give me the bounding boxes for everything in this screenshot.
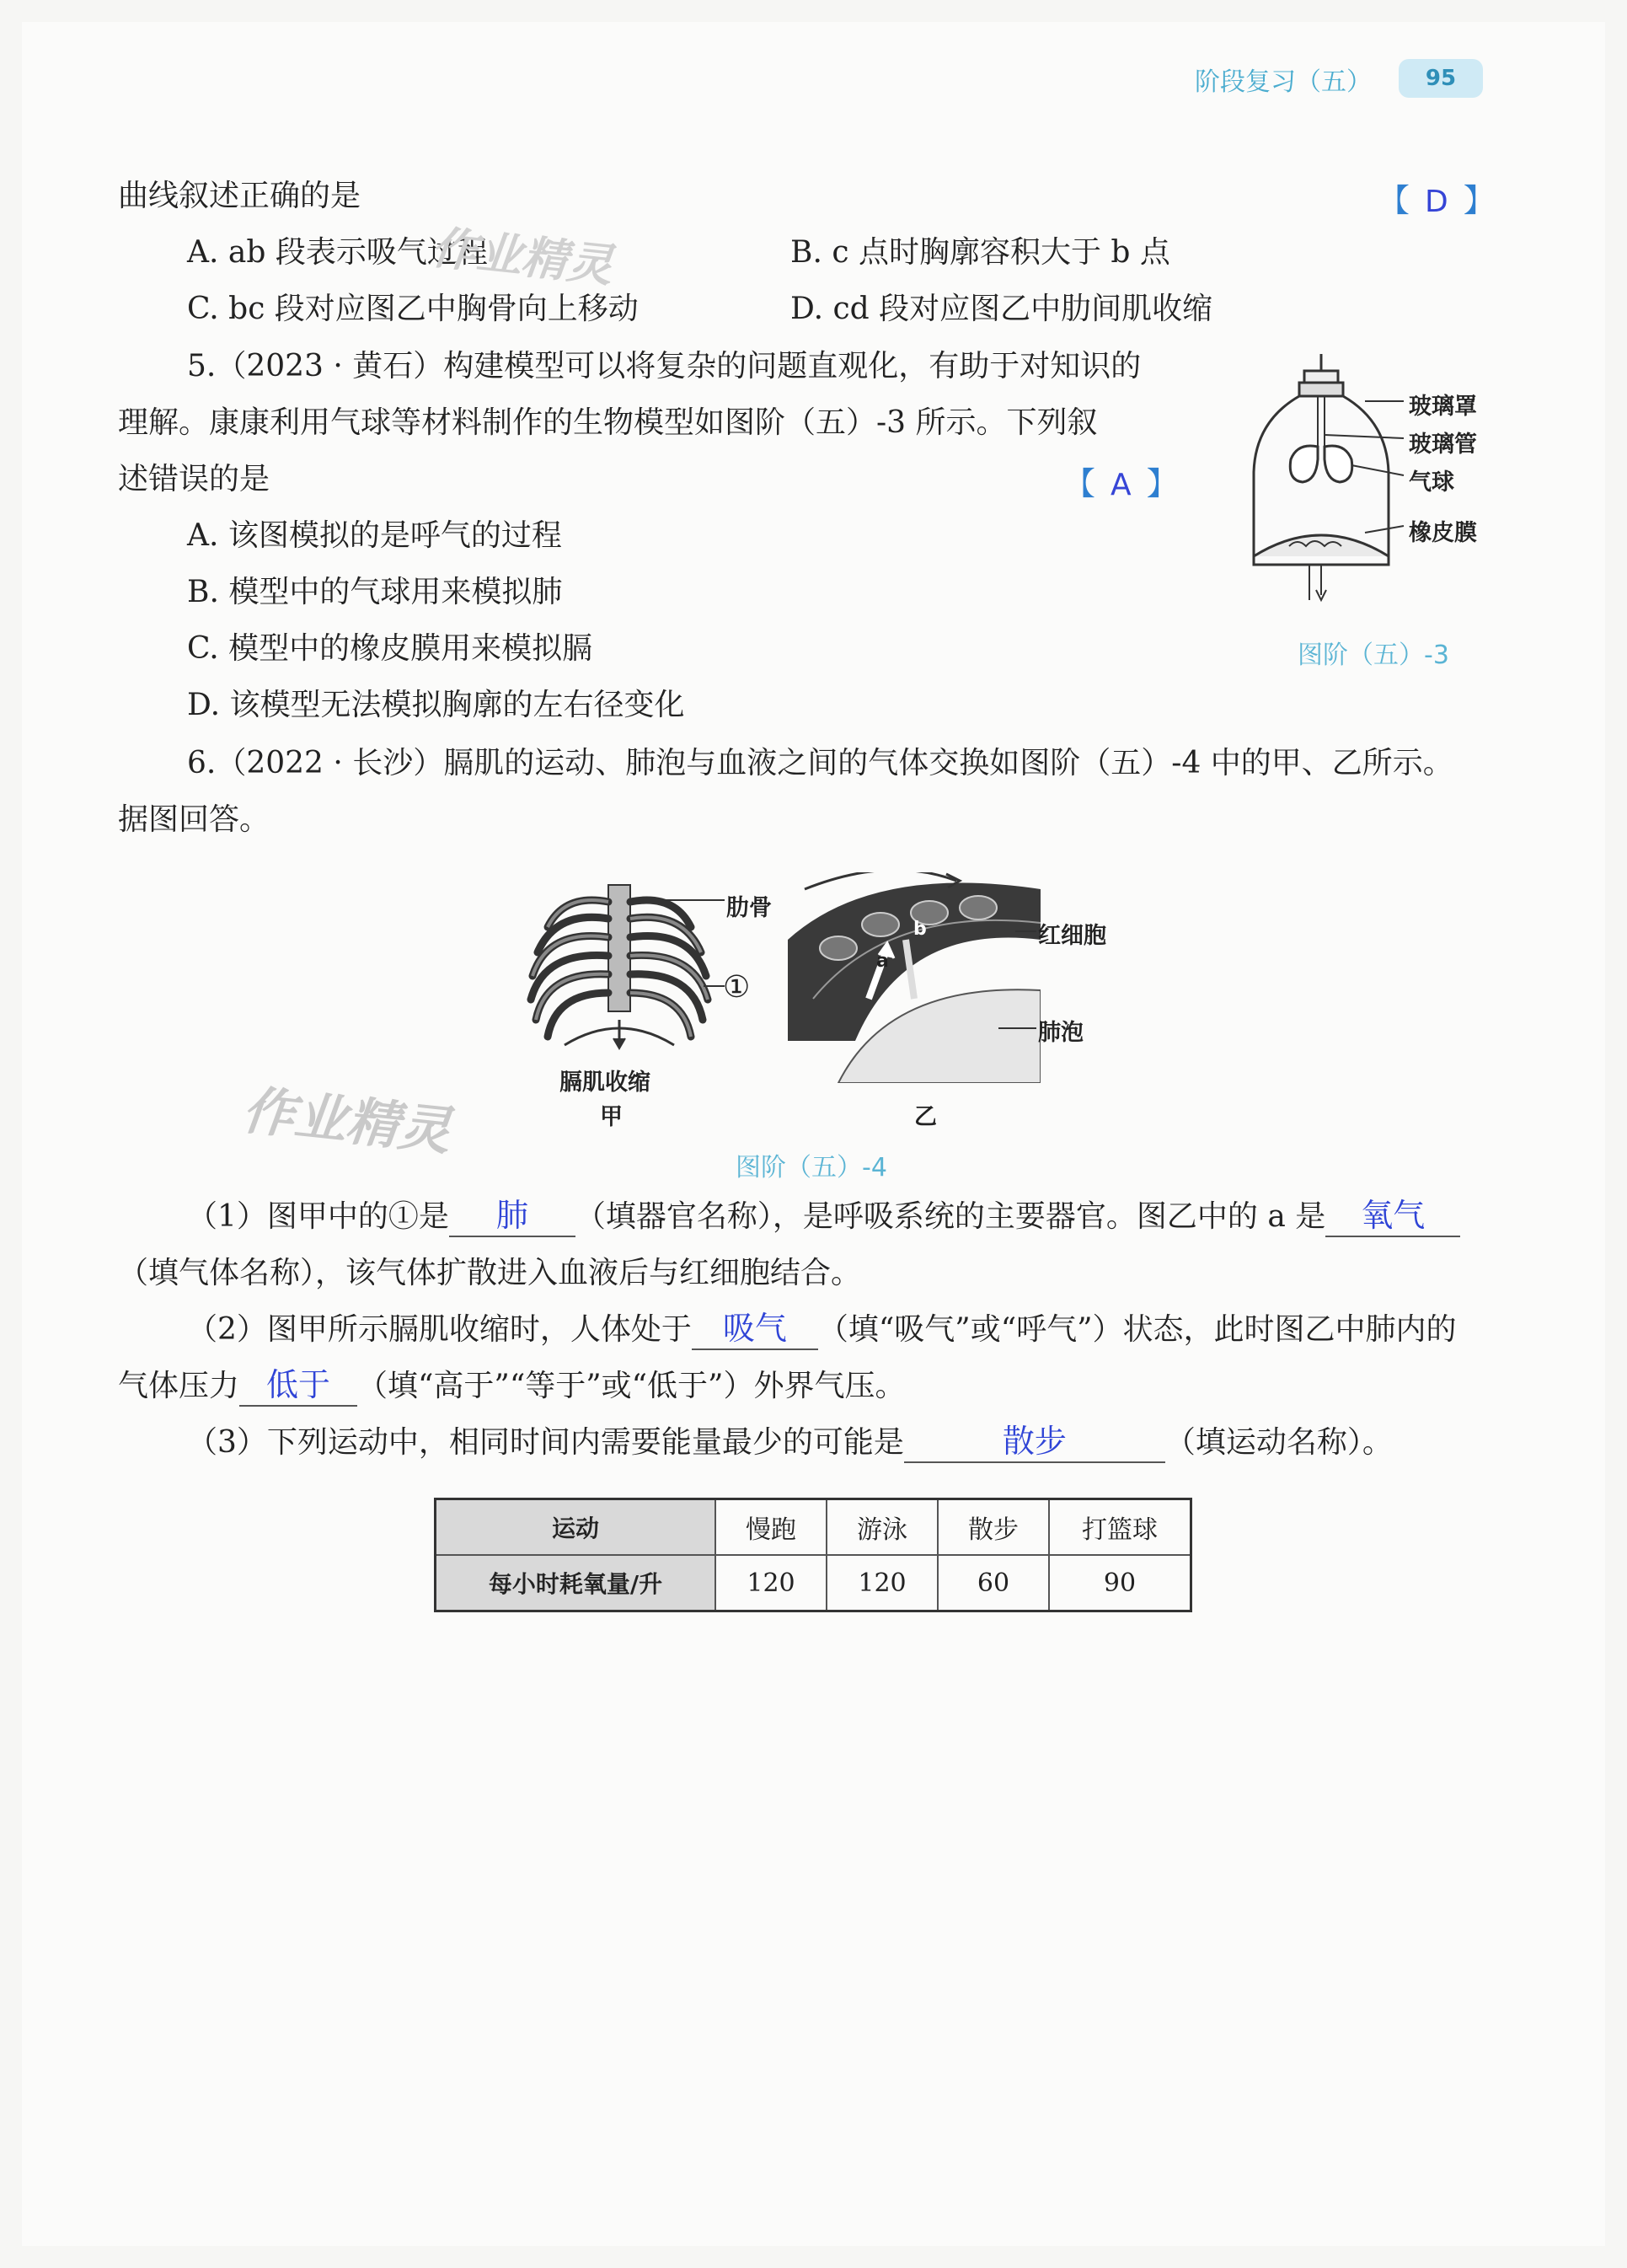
q6-sub1-text1: （1）图甲中的①是 xyxy=(187,1199,449,1234)
table-column-header: 散步 xyxy=(938,1499,1049,1556)
rib-cage-figure xyxy=(514,877,725,1062)
q6-sub3-text2: （填运动名称）。 xyxy=(1164,1425,1393,1460)
q6-sub2-line1 xyxy=(187,1310,1457,1350)
q6-sub2-text4: （填“高于”“等于”或“低于”）外界气压。 xyxy=(357,1369,906,1403)
q4-stem: 曲线叙述正确的是 xyxy=(118,179,361,213)
label-rib: 肋骨 xyxy=(726,895,772,921)
table-row xyxy=(436,1555,1191,1611)
label-a: a xyxy=(876,951,889,972)
oxygen-consumption-table xyxy=(434,1498,1192,1612)
q6-stem-line2: 据图回答。 xyxy=(118,802,270,837)
q5-answer: A xyxy=(1111,468,1132,502)
q6-sub2-blank1[interactable] xyxy=(692,1310,818,1350)
q5-answer-bracket: 【 A 】 xyxy=(1063,465,1179,502)
q6-sub1-answer2: 氧气 xyxy=(1361,1197,1426,1234)
q5-stem-line2: 理解。康康利用气球等材料制作的生物模型如图阶（五）-3 所示。下列叙 xyxy=(118,405,1098,440)
q6-sub2-text3: 气体压力 xyxy=(118,1369,240,1403)
page-number-badge: 95 xyxy=(1399,59,1483,98)
watermark-2: 作业精灵 xyxy=(239,1079,454,1162)
label-b: b xyxy=(913,919,927,940)
figure-4-caption: 图阶（五）-4 xyxy=(736,1153,887,1182)
q6-sub1-line1 xyxy=(187,1197,1460,1237)
q6-sub3-line xyxy=(187,1423,1393,1463)
q6-sub1-text3: （填气体名称），该气体扩散进入血液后与红细胞结合。 xyxy=(118,1256,862,1290)
figure-3-caption: 图阶（五）-3 xyxy=(1298,641,1449,670)
label-balloon: 气球 xyxy=(1409,469,1454,496)
q5-option-c: C. 模型中的橡皮膜用来模拟膈 xyxy=(187,631,593,666)
table-cell: 120 xyxy=(827,1555,938,1611)
table-row-label: 每小时耗氧量/升 xyxy=(436,1555,716,1611)
q6-sub1-blank1[interactable] xyxy=(449,1197,575,1237)
table-row xyxy=(436,1499,1191,1556)
table-column-header: 打篮球 xyxy=(1049,1499,1191,1556)
label-circle-1: ① xyxy=(723,970,751,1005)
q6-sub1-text2: （填器官名称），是呼吸系统的主要器官。图乙中的 a 是 xyxy=(575,1199,1326,1234)
table-cell: 60 xyxy=(938,1555,1049,1611)
q5-option-a: A. 该图模拟的是呼气的过程 xyxy=(187,518,562,553)
q6-sub2-answer2: 低于 xyxy=(266,1366,331,1403)
q6-sub2-text2: （填“吸气”或“呼气”）状态，此时图乙中肺内的 xyxy=(817,1312,1457,1347)
q6-stem-line1: 6.（2022 · 长沙）膈肌的运动、肺泡与血液之间的气体交换如图阶（五）-4 中的甲、乙所示。 xyxy=(187,746,1453,780)
q6-sub3-text1: （3）下列运动中，相同时间内需要能量最少的可能是 xyxy=(187,1425,904,1460)
label-red-blood-cell: 红细胞 xyxy=(1038,923,1106,949)
label-diaphragm-contract: 膈肌收缩 xyxy=(559,1070,650,1096)
q5-stem-line3: 述错误的是 xyxy=(118,462,270,496)
label-rubber-membrane: 橡皮膜 xyxy=(1409,520,1477,546)
q6-sub2-blank2[interactable] xyxy=(239,1366,357,1407)
q6-sub2-line2 xyxy=(118,1366,905,1407)
q5-option-b: B. 模型中的气球用来模拟肺 xyxy=(187,575,563,609)
q4-answer-bracket: 【 D 】 xyxy=(1378,182,1496,219)
table-cell: 90 xyxy=(1049,1555,1191,1611)
q4-option-a: A. ab 段表示吸气过程 xyxy=(187,235,488,270)
q6-sub1-answer1: 肺 xyxy=(495,1197,528,1234)
q6-sub2-text1: （2）图甲所示膈肌收缩时，人体处于 xyxy=(187,1312,692,1347)
label-glass-tube: 玻璃管 xyxy=(1409,432,1477,458)
q4-option-c: C. bc 段对应图乙中胸骨向上移动 xyxy=(187,292,639,326)
q6-sub1-blank2[interactable] xyxy=(1325,1197,1460,1237)
label-glass-jar: 玻璃罩 xyxy=(1409,394,1477,420)
label-yi: 乙 xyxy=(914,1104,937,1130)
section-title: 阶段复习（五） xyxy=(1195,67,1372,97)
table-header-label: 运动 xyxy=(436,1499,716,1556)
q4-answer: D xyxy=(1425,185,1448,219)
q4-option-b: B. c 点时胸廓容积大于 b 点 xyxy=(790,235,1170,270)
q6-sub2-answer1: 吸气 xyxy=(722,1310,787,1347)
label-jia: 甲 xyxy=(600,1104,623,1130)
q4-option-d: D. cd 段对应图乙中肋间肌收缩 xyxy=(790,292,1213,326)
label-alveolus: 肺泡 xyxy=(1038,1020,1084,1046)
q5-option-d: D. 该模型无法模拟胸廓的左右径变化 xyxy=(187,688,685,722)
q5-stem-line1: 5.（2023 · 黄石）构建模型可以将复杂的问题直观化，有助于对知识的 xyxy=(187,349,1142,383)
alveolus-figure xyxy=(788,872,1041,1083)
table-column-header: 游泳 xyxy=(827,1499,938,1556)
table-column-header: 慢跑 xyxy=(715,1499,827,1556)
q6-sub3-answer: 散步 xyxy=(1002,1423,1067,1460)
watermark: 作业精灵 xyxy=(428,220,616,293)
table-cell: 120 xyxy=(715,1555,827,1611)
q6-sub3-blank[interactable] xyxy=(904,1423,1165,1463)
